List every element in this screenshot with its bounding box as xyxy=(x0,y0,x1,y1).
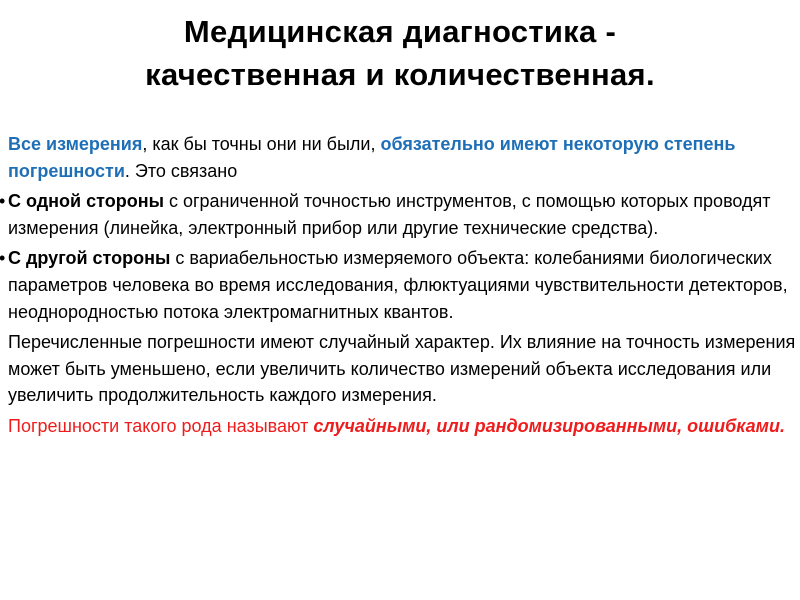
bullet-other-side-text: с вариабельностью измеряемого объекта: колебаниями биологических параметров человека во время исследования, флюктуациями чувствительности детекторов, неоднородностью потока электромагнитных квантов. xyxy=(8,248,788,322)
intro-text-1: , как бы точны они ни были, xyxy=(142,134,381,154)
highlight-error-degree: обязательно имеют некоторую степень погрешности xyxy=(8,134,736,181)
random-errors-term: случайными, или рандомизированными, ошибками. xyxy=(313,415,785,436)
highlight-all-measurements: Все измерения xyxy=(8,134,143,154)
bullet-one-side-lead: С одной стороны xyxy=(8,191,164,212)
slide-title-line2: качественная и количественная. xyxy=(145,57,655,92)
paragraph-random-errors xyxy=(0,413,796,440)
bullet-one-side-text: с ограниченной точностью инструментов, с помощью которых проводят измерения (линейка, электронный прибор или другие технические средства). xyxy=(8,191,771,238)
random-errors-text: Погрешности такого рода называют xyxy=(8,415,314,436)
paragraph-random-nature: Перечисленные погрешности имеют случайный характер. Их влияние на точность измерения может быть уменьшено, если увеличить количество измерений объекта исследования или увеличить продолжительность каждого измерения. xyxy=(8,332,796,406)
bullet-one-side xyxy=(0,188,796,241)
slide-title-line1: Медицинская диагностика - xyxy=(183,14,617,49)
slide-title xyxy=(0,10,800,96)
intro-text-2: . Это связано xyxy=(124,160,238,181)
paragraph-intro xyxy=(0,131,796,184)
bullet-other-side xyxy=(0,245,796,325)
slide-body xyxy=(0,131,796,440)
bullet-other-side-lead: С другой стороны xyxy=(8,248,171,269)
